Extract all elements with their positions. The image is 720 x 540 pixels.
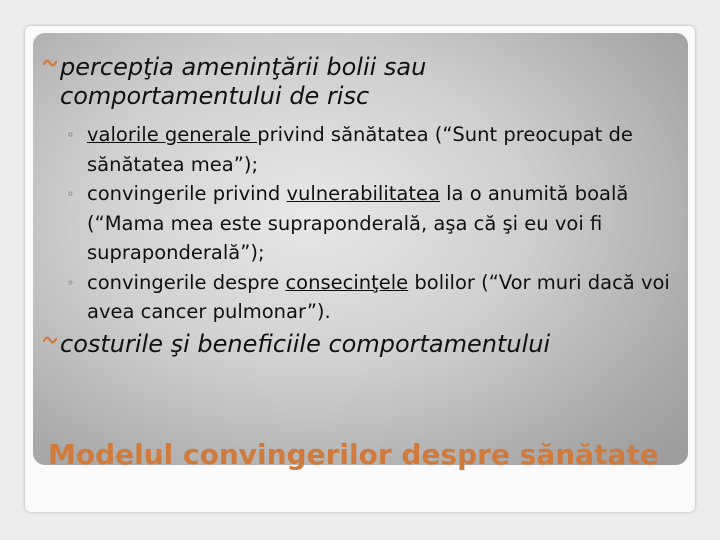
ring-bullet-icon: ◦: [67, 187, 75, 201]
bullet-costs-benefits: [60, 330, 680, 359]
sub-bullet-text: la o anumită boală (“Mama mea este supraponderală, aşa că şi eu voi fi supraponderală”);: [87, 182, 629, 264]
sub-bullet-text: privind sănătatea (“Sunt preocupat de sănătatea mea”);: [87, 123, 633, 176]
orange-wave-bullet-icon: [43, 333, 57, 347]
sub-bullet-prefix: convingerile despre: [87, 270, 286, 294]
sub-bullet-vulnerability: [67, 179, 692, 268]
underlined-term: vulnerabilitatea: [286, 182, 440, 205]
sub-bullet-text: bolilor (“Vor muri dacă voi avea cancer pulmonar”).: [87, 270, 670, 323]
bullet-text-line1: percepţia ameninţării bolii sau: [60, 53, 427, 81]
sub-bullet-consequences: [67, 268, 692, 327]
sub-bullet-general-values: [67, 120, 692, 179]
sub-bullet-prefix: convingerile privind: [87, 182, 287, 205]
ring-bullet-icon: ◦: [67, 275, 75, 290]
bullet-text-line2: comportamentului de risc: [60, 82, 370, 110]
bullet-text: costurile şi beneficiile comportamentului: [60, 330, 551, 358]
bullet-threat-perception: [60, 53, 680, 111]
slide-title: Modelul convingerilor despre sănătate: [48, 438, 659, 471]
underlined-term: valorile generale: [87, 123, 258, 146]
orange-wave-bullet-icon: [43, 56, 57, 70]
underlined-term: consecinţele: [285, 270, 409, 294]
sub-bullet-list: [67, 120, 692, 327]
ring-bullet-icon: ◦: [67, 128, 75, 142]
